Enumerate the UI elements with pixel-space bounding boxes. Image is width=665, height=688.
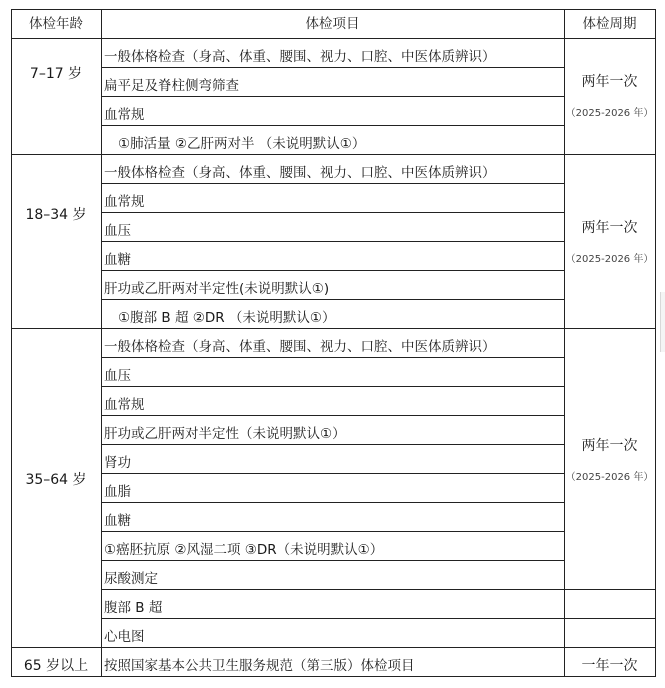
cycle-18-34: 两年一次 [581,220,638,236]
rule-col1 [101,9,102,677]
age-18-34: 18–34 岁 [25,207,87,223]
item-text: 一般体格检查（身高、体重、腰围、视力、口腔、中医体质辨识） [104,165,496,181]
rule-row [101,560,564,561]
rule-row [101,241,564,242]
item-text: 按照国家基本公共卫生服务规范（第三版）体检项目 [104,658,415,674]
rule-row [101,357,564,358]
rule-header [11,38,656,39]
header-cycle: 体检周期 [582,16,637,32]
rule-row [101,589,656,590]
age-65-plus: 65 岁以上 [23,658,89,674]
rule-top [11,9,656,10]
cycle-years-18-34: （2025-2026 年） [565,254,654,265]
rule-left [11,9,12,677]
item-text: 血压 [104,368,131,384]
rule-row [101,67,564,68]
item-text: 血脂 [104,484,131,500]
rule-row [101,531,564,532]
rule-right [655,9,656,677]
item-text: 一般体格检查（身高、体重、腰围、视力、口腔、中医体质辨识） [104,339,496,355]
item-text: 血压 [104,223,131,239]
item-text: 腹部 B 超 [104,600,163,616]
item-text: 心电图 [104,629,145,645]
rule-bottom [11,676,656,677]
rule-row [101,415,564,416]
rule-row [101,125,564,126]
rule-row [101,444,564,445]
cycle-years-35-64: （2025-2026 年） [565,472,654,483]
rule-row [101,502,564,503]
rule-row [101,299,564,300]
rule-row [101,386,564,387]
cycle-65-plus: 一年一次 [581,658,638,674]
rule-row [101,96,564,97]
item-text: 血常规 [104,107,145,123]
item-text: 血常规 [104,397,145,413]
item-text: 血糖 [104,513,131,529]
item-text: 血常规 [104,194,145,210]
age-35-64: 35–64 岁 [25,472,87,488]
cycle-35-64: 两年一次 [581,438,638,454]
age-7-17: 7–17 岁 [29,66,83,82]
item-text: 肾功 [104,455,131,471]
rule-row [101,270,564,271]
item-text: 肝功或乙肝两对半定性(未说明默认①) [104,281,330,297]
item-text: ①腹部 B 超 ②DR （未说明默认①） [118,310,336,326]
header-age: 体检年龄 [29,16,83,32]
item-text: 一般体格检查（身高、体重、腰围、视力、口腔、中医体质辨识） [104,49,496,65]
rule-group [11,154,656,155]
rule-row [101,618,656,619]
rule-group [11,647,656,648]
rule-group [11,328,656,329]
rule-row [101,183,564,184]
scrollbar-edge[interactable] [660,292,665,352]
cycle-7-17: 两年一次 [581,74,638,90]
item-text: 尿酸测定 [104,571,158,587]
item-text: ①癌胚抗原 ②风湿二项 ③DR（未说明默认①） [104,542,384,558]
item-text: 扁平足及脊柱侧弯筛查 [104,78,239,94]
item-text: ①肺活量 ②乙肝两对半 （未说明默认①） [118,136,366,152]
item-text: 血糖 [104,252,131,268]
header-items: 体检项目 [305,16,360,32]
item-text: 肝功或乙肝两对半定性（未说明默认①） [104,426,346,442]
cycle-years-7-17: （2025-2026 年） [565,108,654,119]
rule-row [101,212,564,213]
rule-row [101,473,564,474]
